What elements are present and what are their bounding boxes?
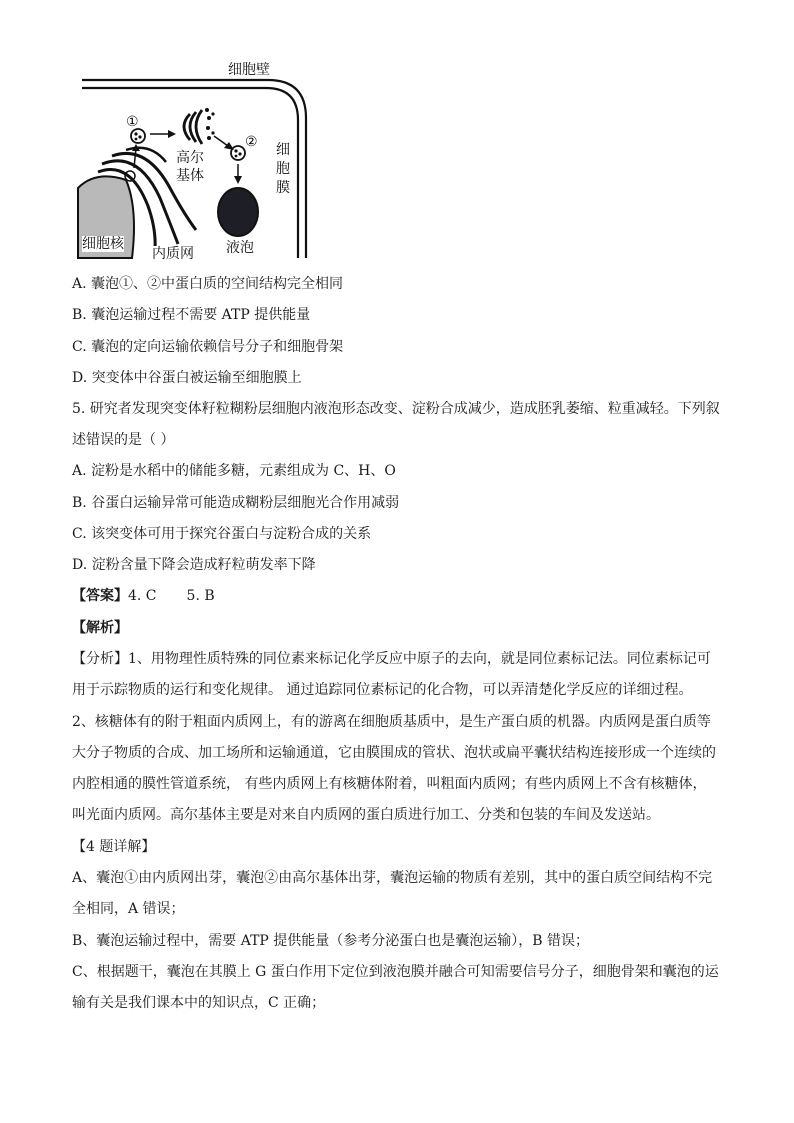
- vacuole-label: 液泡: [226, 240, 254, 256]
- vacuole-shape: [218, 188, 258, 236]
- er-label: 内质网: [152, 246, 194, 262]
- q4-option-a: A. 囊泡①、②中蛋白质的空间结构完全相同: [72, 276, 344, 292]
- golgi-label-line2: 基体: [176, 168, 204, 184]
- detail4-title: 【4 题详解】: [72, 839, 156, 855]
- golgi-apparatus: [184, 108, 215, 144]
- detail4-a-line2: 全相同，A 错误；: [72, 901, 185, 917]
- answer-q4: 4. C: [128, 588, 157, 604]
- detail4-c-line2: 输有关是我们课本中的知识点，C 正确；: [72, 995, 326, 1011]
- golgi-label-line1: 高尔: [176, 150, 204, 166]
- answer-label: 【答案】: [72, 588, 128, 604]
- vesicle-1: [131, 129, 145, 143]
- analysis-title: 【解析】: [72, 620, 128, 636]
- detail4-a-line1: A、囊泡①由内质网出芽，囊泡②由高尔基体出芽，囊泡运输的物质有差别，其中的蛋白质空间结构不完: [72, 870, 713, 886]
- detail4-c-line1: C、根据题干，囊泡在其膜上 G 蛋白作用下定位到液泡膜并融合可知需要信号分子，细胞骨架和囊泡的运: [72, 964, 719, 980]
- membrane-label-char1: 细: [276, 142, 290, 158]
- cell-wall-label: 细胞壁: [228, 62, 270, 78]
- answer-line: [72, 586, 215, 606]
- analysis-p2-line2: 大分子物质的合成、加工场所和运输通道，它由膜围成的管状、泡状或扁平囊状结构连接形成一个连续的: [72, 745, 716, 761]
- q4-option-d: D. 突变体中谷蛋白被运输至细胞膜上: [72, 370, 302, 386]
- q5-stem-line2: 述错误的是（ ）: [72, 432, 175, 448]
- q4-option-c: C. 囊泡的定向运输依赖信号分子和细胞骨架: [72, 339, 344, 355]
- analysis-p2-line3: 内腔相通的膜性管道系统， 有些内质网上有核糖体附着，叫粗面内质网；有些内质网上不含有核糖体，: [72, 776, 707, 792]
- q5-option-d: D. 淀粉含量下降会造成籽粒萌发率下降: [72, 557, 316, 573]
- detail4-b: B、囊泡运输过程中，需要 ATP 提供能量（参考分泌蛋白也是囊泡运输），B 错误；: [72, 933, 590, 949]
- q5-option-c: C. 该突变体可用于探究谷蛋白与淀粉合成的关系: [72, 526, 372, 542]
- q5-option-b: B. 谷蛋白运输异常可能造成糊粉层细胞光合作用减弱: [72, 495, 400, 511]
- q4-option-b: B. 囊泡运输过程不需要 ATP 提供能量: [72, 307, 311, 323]
- analysis-p1-line2: 用于示踪物质的运行和变化规律。 通过追踪同位素标记的化合物，可以弄清楚化学反应的详细过程。: [72, 682, 693, 698]
- vesicle1-marker: ①: [126, 114, 139, 130]
- q5-stem-line1: 5. 研究者发现突变体籽粒糊粉层细胞内液泡形态改变、淀粉合成减少，造成胚乳萎缩、粒重减轻。下列叙: [72, 401, 720, 417]
- q5-option-a: A. 淀粉是水稻中的储能多糖，元素组成为 C、H、O: [72, 463, 396, 479]
- vesicle-2: [231, 146, 245, 160]
- answer-q5: 5. B: [186, 588, 215, 604]
- cell-diagram: [68, 58, 323, 268]
- arrow-golgi-to-vesicle2: [214, 136, 228, 146]
- membrane-label-char3: 膜: [276, 180, 290, 196]
- nucleus-label: 细胞核: [82, 236, 124, 252]
- analysis-p2-line1: 2、核糖体有的附于粗面内质网上，有的游离在细胞质基质中，是生产蛋白质的机器。内质网是蛋白质等: [72, 714, 711, 730]
- analysis-p1-line1: 【分析】1、用物理性质特殊的同位素来标记化学反应中原子的去向，就是同位素标记法。同位素标记可: [72, 651, 711, 667]
- vesicle2-marker: ②: [245, 134, 258, 150]
- membrane-label-char2: 胞: [276, 161, 290, 177]
- analysis-p2-line4: 叫光面内质网。高尔基体主要是对来自内质网的蛋白质进行加工、分类和包装的车间及发送站。: [72, 807, 660, 823]
